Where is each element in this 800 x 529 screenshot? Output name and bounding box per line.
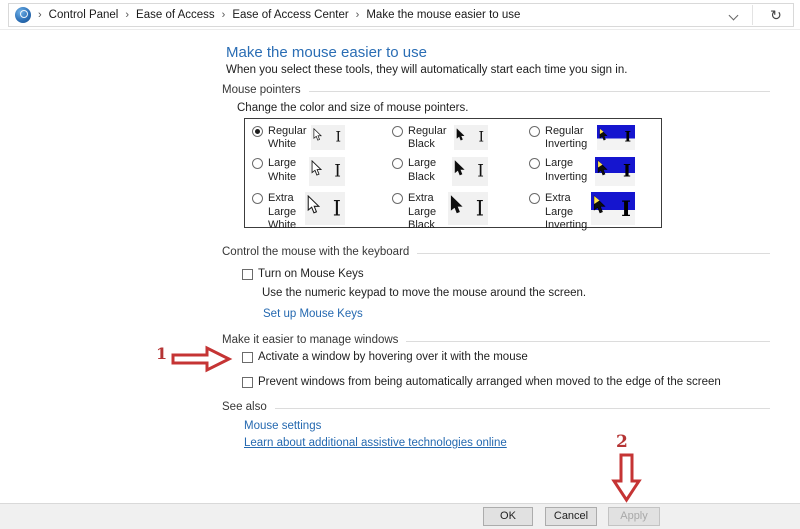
pointer-option-regular-black[interactable]: [385, 119, 522, 151]
pointer-option-large-inverting[interactable]: [522, 151, 661, 186]
ibeam-cursor-icon: I: [335, 129, 341, 146]
pointer-preview-large-white: [309, 157, 345, 186]
address-bar[interactable]: [8, 3, 794, 27]
ibeam-cursor-icon: I: [623, 161, 631, 182]
pointer-option-extra-large-inverting[interactable]: [522, 186, 661, 232]
pointer-preview-regular-inverting: [597, 125, 635, 150]
pointer-scheme-grid: [244, 118, 662, 231]
red-arrow-down-icon: [611, 452, 643, 504]
pointer-option-extra-large-white[interactable]: [245, 186, 385, 232]
breadcrumb-separator: ›: [38, 9, 42, 21]
ok-button[interactable]: OK: [483, 507, 533, 526]
radio-large-black[interactable]: [392, 158, 403, 169]
pointer-preview-large-inverting: [595, 157, 635, 186]
ease-of-access-icon: [15, 7, 31, 23]
address-toolbar: [0, 0, 800, 30]
ibeam-cursor-icon: I: [332, 196, 341, 221]
dialog-button-bar: [0, 503, 800, 529]
section-rule: [417, 253, 770, 254]
section-rule: [406, 341, 770, 342]
activate-window-hover-checkbox[interactable]: [242, 352, 253, 363]
radio-extra-large-inverting[interactable]: [529, 193, 540, 204]
pointer-preview-extra-large-inverting: [591, 192, 635, 225]
breadcrumb-current-page: Make the mouse easier to use: [366, 9, 521, 21]
section-heading: Make it easier to manage windows: [222, 334, 399, 346]
section-rule: [309, 91, 770, 92]
page-title: Make the mouse easier to use: [226, 44, 427, 61]
radio-regular-inverting[interactable]: [529, 126, 540, 137]
section-heading: See also: [222, 401, 267, 413]
refresh-icon[interactable]: ↻: [770, 7, 782, 23]
pointer-preview-extra-large-white: [305, 192, 345, 225]
checkbox-label: Prevent windows from being automatically arranged when moved to the edge of the screen: [258, 376, 721, 388]
section-keyboard: [222, 246, 770, 258]
apply-button[interactable]: Apply: [608, 507, 660, 526]
checkbox-label: Activate a window by hovering over it with the mouse: [258, 351, 528, 363]
pointer-option-label: Regular Black: [408, 125, 447, 151]
radio-extra-large-black[interactable]: [392, 193, 403, 204]
breadcrumb-control-panel[interactable]: Control Panel: [48, 9, 119, 21]
ibeam-cursor-icon: I: [621, 195, 631, 221]
breadcrumb-separator: ›: [355, 9, 360, 21]
ibeam-cursor-icon: I: [475, 196, 484, 221]
breadcrumb-ease-of-access-center[interactable]: Ease of Access Center: [232, 9, 349, 21]
breadcrumb-ease-of-access[interactable]: Ease of Access: [136, 9, 215, 21]
pointer-option-label: Extra Large Black: [408, 192, 437, 231]
section-mouse-pointers: [222, 84, 770, 96]
pointer-preview-extra-large-black: [448, 192, 488, 225]
section-heading: Mouse pointers: [222, 84, 301, 96]
section-manage-windows: [222, 334, 770, 346]
mouse-settings-link[interactable]: Mouse settings: [244, 420, 322, 432]
cancel-button[interactable]: Cancel: [545, 507, 597, 526]
activate-hover-row[interactable]: [242, 351, 528, 363]
pointer-preview-large-black: [452, 157, 488, 186]
prevent-arrange-row[interactable]: [242, 376, 721, 388]
breadcrumb-separator: ›: [125, 9, 130, 21]
breadcrumb-separator: ›: [221, 9, 226, 21]
radio-regular-black[interactable]: [392, 126, 403, 137]
section-rule: [275, 408, 770, 409]
pointer-option-regular-white[interactable]: [245, 119, 385, 151]
set-up-mouse-keys-link[interactable]: Set up Mouse Keys: [263, 308, 363, 320]
pointer-preview-regular-white: [311, 125, 345, 150]
pointer-option-label: Regular White: [268, 125, 307, 151]
section-see-also: [222, 401, 770, 413]
radio-extra-large-white[interactable]: [252, 193, 263, 204]
checkbox-label: Turn on Mouse Keys: [258, 268, 364, 280]
pointer-option-label: Large Inverting: [545, 157, 588, 183]
address-divider: [752, 5, 753, 25]
ibeam-cursor-icon: I: [334, 161, 341, 182]
pointer-option-large-white[interactable]: [245, 151, 385, 186]
mouse-keys-row[interactable]: [242, 268, 364, 280]
mouse-keys-hint: Use the numeric keypad to move the mouse around the screen.: [262, 287, 587, 299]
ibeam-cursor-icon: I: [624, 129, 631, 146]
pointer-option-regular-inverting[interactable]: [522, 119, 661, 151]
radio-regular-white[interactable]: [252, 126, 263, 137]
chevron-down-icon[interactable]: [729, 11, 738, 20]
pointer-option-label: Extra Large Inverting: [545, 192, 588, 231]
page-subtitle: When you select these tools, they will automatically start each time you sign in.: [226, 64, 628, 76]
radio-large-inverting[interactable]: [529, 158, 540, 169]
pointer-option-label: Large Black: [408, 157, 437, 183]
pointer-option-label: Extra Large White: [268, 192, 297, 231]
pointer-option-label: Large White: [268, 157, 297, 183]
ibeam-cursor-icon: I: [477, 161, 484, 182]
annotation-step-1: 1: [156, 344, 168, 363]
radio-large-white[interactable]: [252, 158, 263, 169]
turn-on-mouse-keys-checkbox[interactable]: [242, 269, 253, 280]
pointer-option-label: Regular Inverting: [545, 125, 588, 151]
red-arrow-right-icon: [170, 345, 234, 373]
pointer-preview-regular-black: [454, 125, 488, 150]
pointer-option-large-black[interactable]: [385, 151, 522, 186]
section-heading: Control the mouse with the keyboard: [222, 246, 410, 258]
prevent-auto-arrange-checkbox[interactable]: [242, 377, 253, 388]
pointer-option-extra-large-black[interactable]: [385, 186, 522, 232]
assistive-technologies-link[interactable]: Learn about additional assistive technologies online: [244, 437, 507, 449]
ibeam-cursor-icon: I: [478, 129, 484, 146]
annotation-step-2: 2: [616, 432, 628, 452]
pointer-description: Change the color and size of mouse pointers.: [237, 102, 469, 114]
